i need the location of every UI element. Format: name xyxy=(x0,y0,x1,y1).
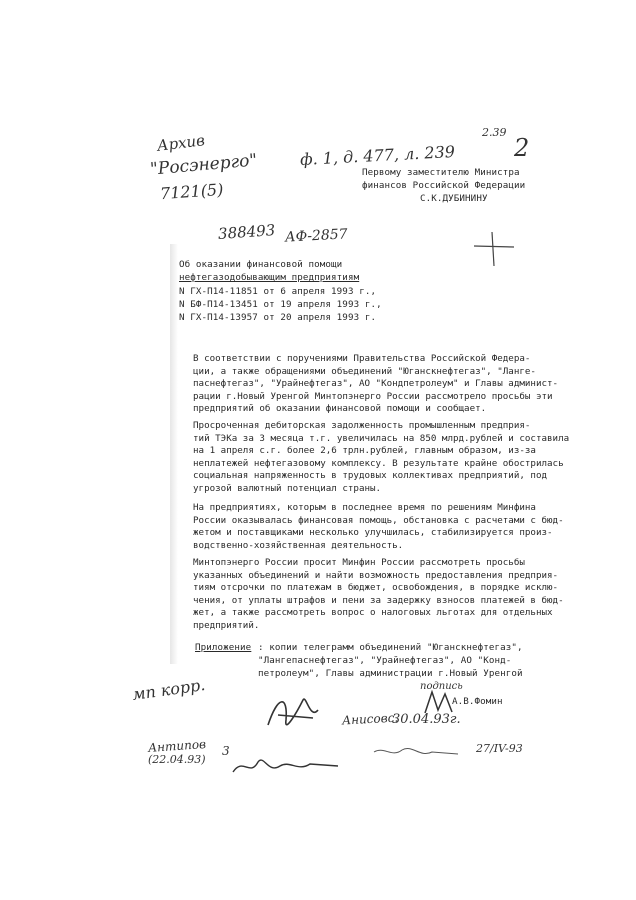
page-corner-mark: 2 xyxy=(514,134,530,162)
p4-line: жет, а также рассмотреть вопрос о налоговых льготах для отдельных xyxy=(193,607,553,619)
approval-date: 30.04.93г. xyxy=(392,712,461,727)
signature-scribble xyxy=(258,690,328,740)
signature-lower xyxy=(228,752,348,782)
p2-line: неплатежей нефтегазовому комплексу. В результате крайне обострилась xyxy=(193,457,564,469)
attachment-label: Приложение xyxy=(195,642,252,653)
p1-line: рации г.Новый Уренгой Минтопэнерго России рассмотрело просьбы эти xyxy=(193,390,553,402)
paragraph-1 xyxy=(193,353,559,416)
approval-name: Анисовс. xyxy=(341,710,399,728)
addressee-line-2: финансов Российской Федерации xyxy=(362,180,526,191)
paragraph-2 xyxy=(193,420,570,496)
margin-mark: 3 xyxy=(222,744,230,758)
attachment-line-1: : копии телеграмм объединений "Юганскнефтегаз", xyxy=(258,642,523,653)
approval-scribble xyxy=(372,742,462,762)
archive-note-2: "Росэнерго" xyxy=(149,150,258,180)
p2-line: на 1 апреля с.г. более 2,6 трлн.рублей, главным образом, из-за xyxy=(193,445,536,457)
p1-line: паснефтегаз", "Урайнефтегаз", АО "Кондпетролеум" и Главы админист- xyxy=(193,378,559,390)
p1-line: ции, а также обращениями объединений "Юганскнефтегаз", "Ланге- xyxy=(193,365,536,377)
scan-shadow xyxy=(170,244,178,664)
paragraph-4 xyxy=(193,557,564,633)
addressee-line-3: С.К.ДУБИНИНУ xyxy=(420,193,488,204)
cross-mark xyxy=(474,232,514,266)
subject-line-2: нефтегазодобывающим предприятиям xyxy=(179,272,360,283)
p3-line: На предприятиях, которым в последнее время по решениям Минфина xyxy=(193,502,536,513)
attachment-line-2: "Лангепаснефтегаз", "Урайнефтегаз", АО "Конд- xyxy=(258,655,512,666)
signatory-name: А.В.Фомин xyxy=(452,696,503,707)
p1-line: предприятий об оказании финансовой помощи и сообщает. xyxy=(193,403,487,415)
fond-reference: ф. 1, д. 477, л. 239 xyxy=(299,141,456,170)
subject-ref-2: N БФ-П14-13451 от 19 апреля 1993 г., xyxy=(179,299,382,310)
subject-ref-1: N ГХ-П14-11851 от 6 апреля 1993 г., xyxy=(179,286,377,297)
subject-line-1: Об оказании финансовой помощи xyxy=(179,259,343,270)
p4-line: предприятий. xyxy=(193,619,260,631)
subject-ref-3: N ГХ-П14-13957 от 20 апреля 1993 г. xyxy=(179,312,377,323)
p2-line: социальная напряженность в трудовых коллективах предприятий, под xyxy=(193,470,548,482)
attachment-line-3: петролеум", Главы администрации г.Новый Уренгой xyxy=(258,668,523,679)
p4-line: тиям отсрочки по платежам в бюджет, освобождения, в порядке исклю- xyxy=(193,582,559,594)
under-signature: подпись xyxy=(420,681,463,692)
addressee-line-1: Первому заместителю Министра xyxy=(362,167,520,178)
archive-note-3: 7121(5) xyxy=(159,179,224,204)
p3-line: водственно-хозяйственная деятельность. xyxy=(193,539,404,551)
p2-line: угрозой валютный потенциал страны. xyxy=(193,482,382,494)
approval-date-2: 27/IV-93 xyxy=(476,742,523,755)
p3-line: России оказывалась финансовая помощь, обстановка с расчетами с бюд- xyxy=(193,514,564,526)
registration-number: 388493 xyxy=(217,221,276,243)
af-number: АФ-2857 xyxy=(284,226,348,246)
paragraph-3 xyxy=(193,502,564,552)
archive-note-1: Архив xyxy=(156,131,206,155)
p2-line: Просроченная дебиторская задолженность промышленным предприя- xyxy=(193,420,531,431)
margin-note: мп корр. xyxy=(131,674,207,705)
p4-line: указанных объединений и найти возможность предоставления предприя- xyxy=(193,569,559,581)
p4-line: чения, от уплаты штрафов и пени за задержку взносов платежей в бюд- xyxy=(193,594,564,606)
page-number: 2.39 xyxy=(482,126,507,139)
p3-line: жетом и поставщиками несколько улучшилась, стабилизируется произ- xyxy=(193,527,553,539)
p4-line: Минтопэнерго России просит Минфин России рассмотреть просьбы xyxy=(193,557,525,568)
p2-line: тий ТЭКа за 3 месяца т.г. увеличилась на 850 млрд.рублей и составила xyxy=(193,432,570,444)
margin-initials: Антипов xyxy=(147,736,207,756)
p1-line: В соответствии с поручениями Правительства Российской Федера- xyxy=(193,353,531,364)
margin-date: (22.04.93) xyxy=(148,753,206,766)
